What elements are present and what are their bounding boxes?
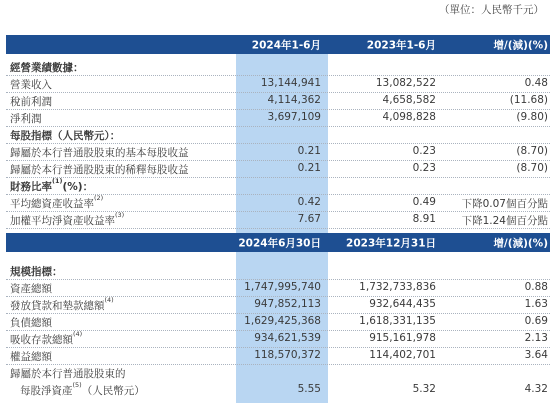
cell-change: 下降1.24個百分點	[461, 215, 548, 227]
footnote-mark: (1)	[52, 177, 63, 185]
cell-current: 1,747,995,740	[244, 281, 321, 293]
cell-prior: 4,658,582	[382, 94, 436, 106]
footnote-mark: (5)	[72, 381, 82, 389]
row-label-line1: 歸屬於本行普通股股東的	[10, 368, 126, 380]
table-row	[6, 143, 550, 161]
cell-change: (9.80)	[516, 111, 548, 123]
cell-prior: 4,098,828	[382, 111, 436, 123]
cell-prior: 8.91	[412, 213, 436, 225]
row-label-line2	[20, 383, 145, 398]
cell-change: 4.32	[524, 383, 548, 395]
table-row	[6, 160, 550, 178]
table-row-nav	[6, 381, 550, 398]
header-col-prior: 2023年12月31日	[346, 237, 436, 249]
table-row	[6, 194, 550, 212]
cell-current: 0.21	[297, 145, 321, 157]
cell-change: 2.13	[524, 332, 548, 344]
row-label-text: 資產總額	[10, 283, 52, 295]
table-row	[6, 75, 550, 93]
cell-change: 下降0.07個百分點	[461, 198, 548, 210]
cell-change: 1.63	[524, 298, 548, 310]
row-label-suffix: （人民幣元）	[81, 385, 145, 397]
cell-change: 0.88	[524, 281, 548, 293]
row-label	[10, 196, 103, 211]
row-label	[10, 315, 52, 330]
section-ratio-row	[6, 177, 550, 195]
cell-current: 118,570,372	[254, 349, 321, 361]
table-row	[6, 330, 550, 348]
table-row	[6, 211, 550, 229]
table-row-nav-label	[6, 364, 550, 381]
section-ratio-text: 財務比率	[10, 181, 52, 193]
table-row	[6, 296, 550, 314]
cell-change: (8.70)	[516, 145, 548, 157]
section-scale-title: 規模指標：	[10, 266, 63, 278]
row-label-text: 權益總額	[10, 351, 52, 363]
cell-current: 13,144,941	[260, 77, 321, 89]
header-col-change: 增/(減)(%)	[493, 237, 548, 249]
row-label: 淨利潤	[10, 113, 42, 125]
cell-current: 3,697,109	[267, 111, 321, 123]
row-label-text: 發放貸款和墊款總額	[10, 300, 105, 312]
row-label: 歸屬於本行普通股股東的基本每股收益	[10, 147, 189, 159]
header-band-period	[6, 35, 550, 54]
section-ops-title: 經營業績數據：	[10, 62, 84, 74]
row-label-text: 吸收存款總額	[10, 334, 73, 346]
table-row	[6, 279, 550, 297]
header-col-current: 2024年1-6月	[251, 39, 321, 51]
cell-change: 3.64	[524, 349, 548, 361]
cell-change: 0.48	[524, 77, 548, 89]
section-ops-row	[6, 58, 550, 76]
cell-prior: 0.23	[412, 145, 436, 157]
section-ratio-title	[10, 179, 93, 194]
cell-prior: 1,618,331,135	[359, 315, 436, 327]
row-label: 營業收入	[10, 79, 52, 91]
footnote-mark: (3)	[115, 211, 125, 219]
cell-current: 1,629,425,368	[244, 315, 321, 327]
cell-prior: 13,082,522	[375, 77, 436, 89]
cell-prior: 932,644,435	[369, 298, 436, 310]
cell-current: 7.67	[297, 213, 321, 225]
section-pershare-title: 每股指標（人民幣元）：	[10, 130, 121, 142]
row-label-text: 負債總額	[10, 317, 52, 329]
row-label	[10, 332, 82, 347]
cell-change: (11.68)	[509, 94, 548, 106]
cell-prior: 0.23	[412, 162, 436, 174]
header-col-change: 增/(減)(%)	[493, 39, 548, 51]
cell-current: 5.55	[297, 383, 321, 395]
row-label-text: 平均總資產收益率	[10, 198, 94, 210]
unit-note: （單位：人民幣千元）	[439, 4, 544, 16]
cell-change: 0.69	[524, 315, 548, 327]
cell-prior: 915,161,978	[369, 332, 436, 344]
table-row	[6, 109, 550, 127]
table-row	[6, 92, 550, 110]
cell-prior: 1,732,733,836	[359, 281, 436, 293]
section-ratio-suffix: (%)：	[62, 181, 94, 193]
cell-prior: 114,402,701	[369, 349, 436, 361]
cell-current: 947,852,113	[254, 298, 321, 310]
cell-current: 0.21	[297, 162, 321, 174]
table-row	[6, 313, 550, 331]
row-label	[10, 349, 52, 364]
row-label	[10, 213, 124, 228]
row-label: 歸屬於本行普通股股東的稀釋每股收益	[10, 164, 189, 176]
cell-current: 0.42	[297, 196, 321, 208]
row-label: 稅前利潤	[10, 96, 52, 108]
section-scale-row	[6, 262, 550, 280]
footnote-mark: (4)	[104, 296, 114, 304]
cell-current: 4,114,362	[267, 94, 321, 106]
footnote-mark: (4)	[73, 330, 83, 338]
cell-current: 934,621,539	[254, 332, 321, 344]
row-label-text: 每股淨資產	[20, 385, 73, 397]
footnote-mark: (2)	[94, 194, 104, 202]
row-label-text: 加權平均淨資產收益率	[10, 215, 115, 227]
header-col-current: 2024年6月30日	[238, 237, 321, 249]
row-label	[10, 281, 52, 296]
cell-prior: 5.32	[412, 383, 436, 395]
header-band-date	[6, 233, 550, 252]
cell-change: (8.70)	[516, 162, 548, 174]
table-row	[6, 347, 550, 365]
section-pershare-row	[6, 126, 550, 144]
cell-prior: 0.49	[412, 196, 436, 208]
header-col-prior: 2023年1-6月	[366, 39, 436, 51]
row-label	[10, 298, 114, 313]
